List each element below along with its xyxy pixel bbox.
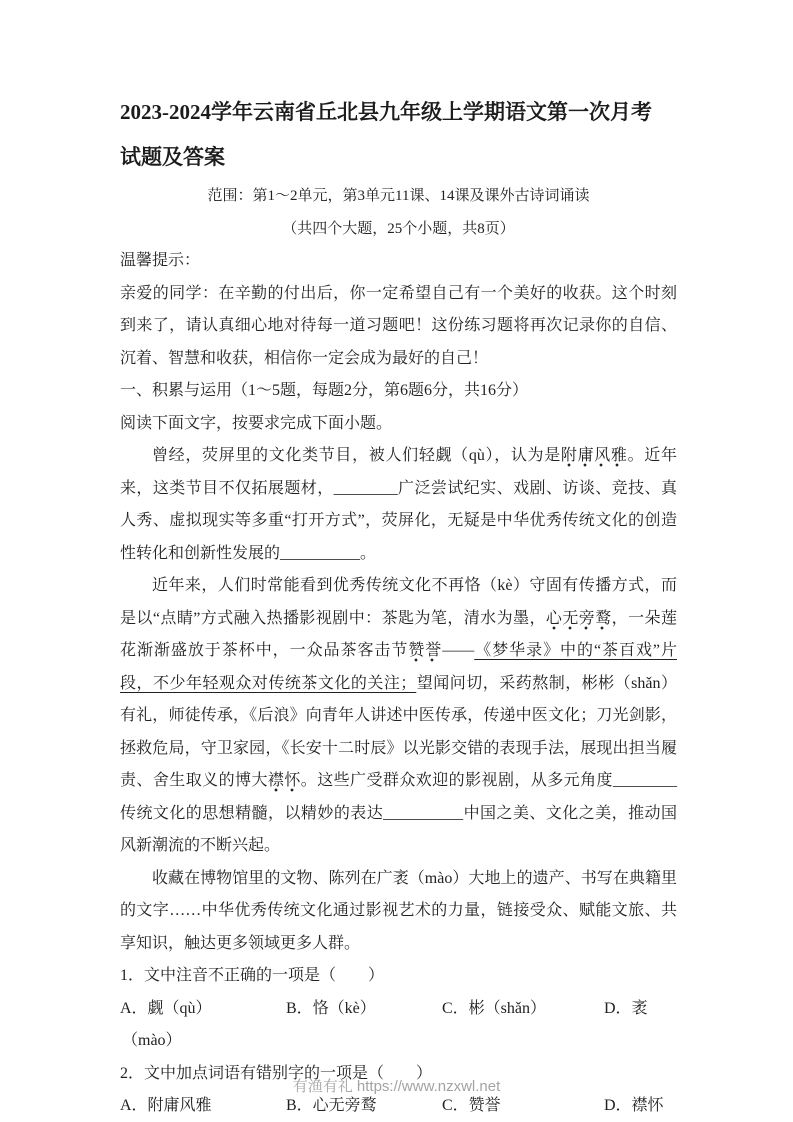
fill-in-blank-3: ________ bbox=[612, 772, 677, 789]
passage-paragraph-1 bbox=[120, 440, 677, 570]
scope-line: 范围：第1～2单元，第3单元11课、14课及课外古诗词诵读 bbox=[207, 188, 590, 204]
title-line-2: 试题及答案 bbox=[120, 145, 225, 169]
question-1-option-a: A．觑（qù） bbox=[120, 999, 212, 1017]
question-1-option-c: C．彬（shǎn） bbox=[442, 999, 547, 1017]
question-2-option-c: C．赞誉 bbox=[442, 1097, 501, 1114]
fill-in-blank-2: __________ bbox=[280, 544, 361, 562]
passage-text: 。 bbox=[360, 544, 377, 562]
question-2-option-b: B．心无旁鹜 bbox=[286, 1097, 377, 1114]
passage-text: 近年来，人们时常能看到优秀传统文化不再恪（kè）守固有传播方式，而是以“点睛”方式融入热播影视剧中：茶匙为笔，清水为墨， bbox=[120, 577, 677, 627]
passage-text: 望闻问切，采药熬制，彬彬（shǎn）有礼，师徒传承，《后浪》向青年人讲述中医传承，传递中医文化；刀光剑影，拯救危局，守卫家园，《长安十二时辰》以光影交错的表现手法，展现出担当履责、舍生取义的博大 bbox=[120, 674, 677, 789]
passage-text: 。近年来，这类节目不仅拓展题材， bbox=[120, 447, 677, 497]
question-1-stem: 1．文中注音不正确的一项是（ ） bbox=[120, 967, 385, 984]
passage-text: 曾经，荧屏里的文化类节目，被人们轻觑（qù），认为是 bbox=[152, 447, 561, 464]
document-content bbox=[120, 90, 677, 1122]
title-line-1: 2023-2024学年云南省丘北县九年级上学期语文第一次月考 bbox=[120, 100, 652, 124]
fill-in-blank-1: ________ bbox=[333, 479, 398, 497]
notice-body: 亲爱的同学：在辛勤的付出后，你一定希望自己有一个美好的收获。这个时刻到来了，请认真细心地对待每一道习题吧！这份练习题将再次记录你的自信、沉着、智慧和收获，相信你一定会成为最好的自己！ bbox=[120, 284, 677, 367]
passage-text: 中国之美、文化之美，推动国风新潮流的不断兴起。 bbox=[120, 804, 677, 854]
passage-text: —— bbox=[442, 642, 475, 659]
passage-text: 广泛尝试纪实、戏剧、访谈、竞技、真人秀、虚拟现实等多重“打开方式”，荧屏化，无疑是中华优秀传统文化的创造性转化和创新性发展的 bbox=[120, 479, 677, 562]
passage-text: 。这些广受群众欢迎的影视剧，从多元角度 bbox=[300, 772, 613, 789]
reading-instruction: 阅读下面文字，按要求完成下面小题。 bbox=[120, 414, 393, 432]
emphasized-word-xinwupangwu: 心无旁鹜 bbox=[546, 610, 612, 630]
emphasized-word-fuyongfengya: 附庸风雅 bbox=[561, 447, 628, 467]
passage-text: 传统文化的思想精髓，以精妙的表达 bbox=[120, 804, 384, 822]
emphasized-word-jinhuai: 襟怀 bbox=[268, 772, 301, 792]
fill-in-blank-4: __________ bbox=[383, 804, 464, 822]
section-1-heading: 一、积累与运用（1～5题，每题2分，第6题6分，共16分） bbox=[120, 382, 529, 399]
question-2-option-a: A．附庸风雅 bbox=[120, 1097, 212, 1114]
watermark-text: 有渔有礼 https://www.nzxwl.net bbox=[292, 1078, 501, 1095]
passage-paragraph-3: 收藏在博物馆里的文物、陈列在广袤（mào）大地上的遗产、书写在典籍里的文字……中华优秀传统文化通过影视艺术的力量，链接受众、赋能文旅、共享知识，触达更多领域更多人群。 bbox=[120, 869, 677, 952]
question-1-option-d: D．袤 bbox=[604, 999, 648, 1017]
question-2-stem: 2．文中加点词语有错别字的一项是（ ） bbox=[120, 1064, 433, 1082]
paper-structure-line: （共四个大题，25个小题，共8页） bbox=[282, 220, 515, 237]
document-title bbox=[120, 90, 677, 180]
question-1-option-b: B．恪（kè） bbox=[286, 999, 376, 1017]
question-2-option-d: D．襟怀 bbox=[604, 1097, 664, 1114]
notice-label: 温馨提示： bbox=[120, 252, 201, 269]
question-1-options bbox=[120, 993, 677, 1026]
passage-paragraph-2 bbox=[120, 570, 677, 863]
question-1-option-d-continued: （mào） bbox=[122, 1032, 182, 1049]
passage-text: ，一朵莲花渐渐盛放于茶杯中，一众品茶客击节 bbox=[120, 609, 677, 659]
underlined-sentence: 《梦华录》中的“茶百戏”片段，不少年轻观众对传统茶文化的关注； bbox=[120, 642, 677, 692]
emphasized-word-zanyu: 赞誉 bbox=[408, 642, 442, 662]
